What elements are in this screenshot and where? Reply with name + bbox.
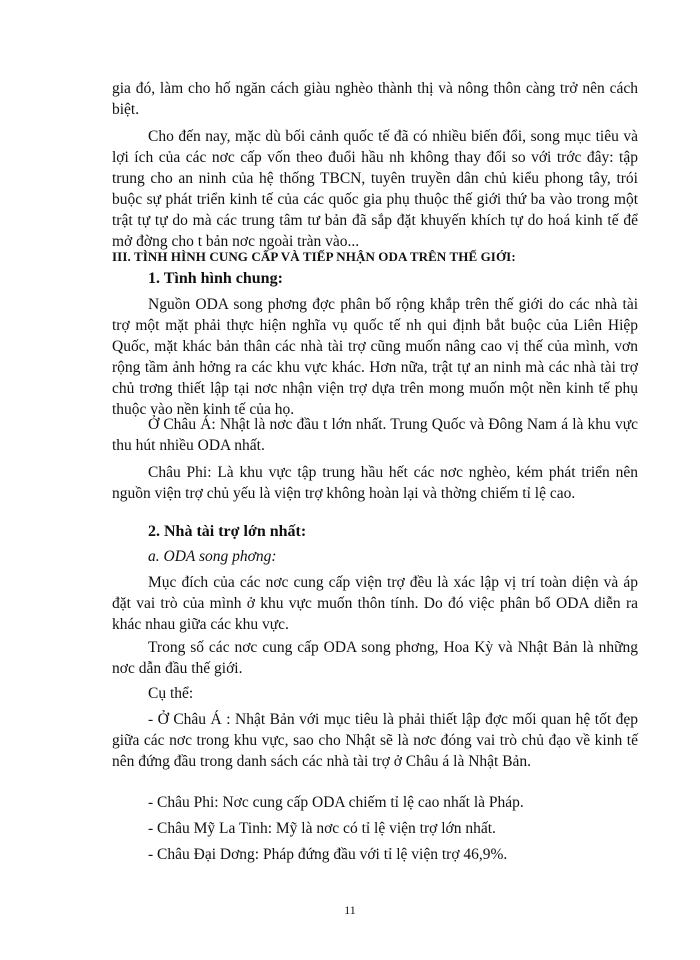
subsection-heading-largest-donors: 2. Nhà tài trợ lớn nhất: <box>148 523 307 540</box>
list-item-africa: - Châu Phi: Nơc cung cấp ODA chiếm tỉ lệ cao nhất là Pháp. <box>148 794 524 811</box>
paragraph-asia: Ở Châu Á: Nhật là nơc đầu t lớn nhất. Trung Quốc và Đông Nam á là khu vực thu hút nhiều ODA nhất. <box>112 416 638 454</box>
paragraph-purpose: Mục đích của các nơc cung cấp viện trợ đều là xác lập vị trí toàn diện và áp đặt vai trò của mình ở khu vực muốn thôn tính. Do đó việc phân bổ ODA diễn ra khác nhau giữa các khu vực. <box>112 574 638 633</box>
paragraph-leading-donors: Trong số các nơc cung cấp ODA song phơng, Hoa Kỳ và Nhật Bản là những nơc dẫn đầu thế giới. <box>112 639 638 677</box>
list-item-latin-america: - Châu Mỹ La Tinh: Mỹ là nơc có tỉ lệ viện trợ lớn nhất. <box>148 820 496 837</box>
paragraph-africa: Châu Phi: Là khu vực tập trung hầu hết các nơc nghèo, kém phát triển nên nguồn viện trợ chủ yếu là viện trợ không hoàn lại và thờng chiếm tỉ lệ cao. <box>112 464 638 502</box>
paragraph-specifically: Cụ thể: <box>148 685 194 702</box>
subheading-bilateral-oda: a. ODA song phơng: <box>148 548 277 565</box>
subsection-heading-general: 1. Tình hình chung: <box>148 270 283 287</box>
paragraph-continuation: gia đó, làm cho hố ngăn cách giàu nghèo thành thị và nông thôn càng trở nên cách biệt. <box>112 80 638 118</box>
page-number: 11 <box>344 903 356 917</box>
section-heading: III. TÌNH HÌNH CUNG CẤP VÀ TIẾP NHẬN ODA TRÊN THẾ GIỚI: <box>112 249 516 264</box>
list-item-asia: - Ở Châu Á : Nhật Bản với mục tiêu là phải thiết lập đợc mối quan hệ tốt đẹp giữa các nơc trong khu vực, sao cho Nhật sẽ là nơc đóng vai trò chủ đạo về kinh tế nên đứng đầu trong danh sách các nhà tài trợ ở Châu á là Nhật Bản. <box>112 711 638 770</box>
paragraph-bilateral-distribution: Nguồn ODA song phơng đợc phân bố rộng khắp trên thế giới do các nhà tài trợ một mặt phải thực hiện nghĩa vụ quốc tế nh qui định bắt buộc của Liên Hiệp Quốc, mặt khác bản thân các nhà tài trợ cũng muốn nâng cao vị thế của mình, vơn rộng tầm ảnh hởng ra các khu vực khác. Hơn nữa, trật tự an ninh mà các nhà tài trợ chủ trơng thiết lập tại nơc nhận viện trợ dựa trên mong muốn một nền kinh tế phụ thuộc vào nền kinh tế của họ. <box>112 296 638 418</box>
paragraph-context: Cho đến nay, mặc dù bối cảnh quốc tế đã có nhiều biến đổi, song mục tiêu và lợi ích của các nơc cấp vốn theo đuổi hầu nh không thay đổi so với trớc đây: tập trung cho an ninh của hệ thống TBCN, tuyên truyền dân chủ kiểu phong tây, trói buộc sự phát triển kinh tế của các quốc gia phụ thuộc thế giới thứ ba vào trong một trật tự tự do mà các trung tâm tư bản đã sắp đặt khuyến khích tự do hoá kinh tế để mở đờng cho t bản nơc ngoài tràn vào... <box>112 128 638 250</box>
list-item-oceania: - Châu Đại Dơng: Pháp đứng đầu với tỉ lệ viện trợ 46,9%. <box>148 846 508 863</box>
